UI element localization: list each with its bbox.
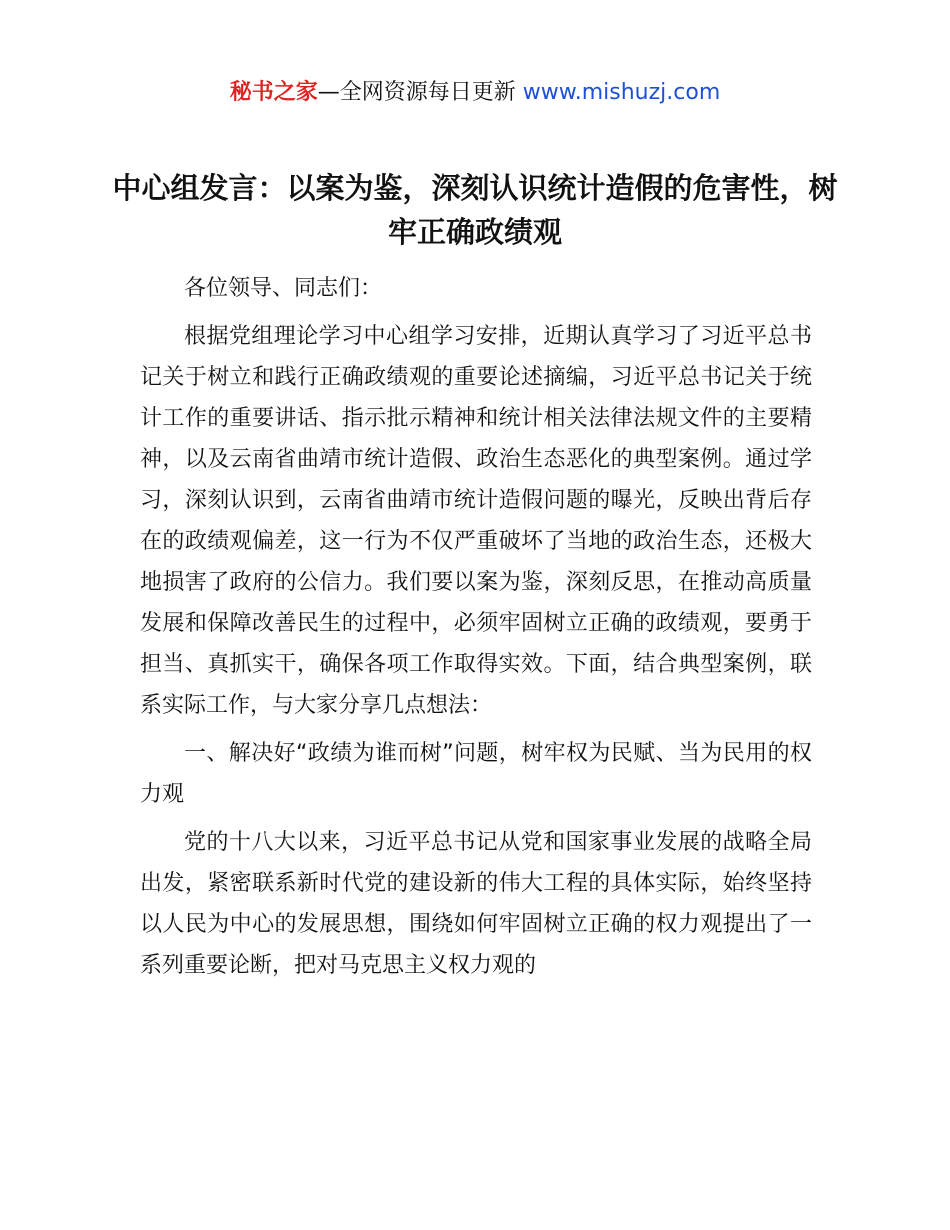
header-slogan: —全网资源每日更新	[317, 80, 516, 105]
site-url[interactable]: www.mishuzj.com	[522, 80, 721, 105]
site-header	[0, 77, 950, 109]
greeting: 各位领导、同志们：	[184, 276, 383, 301]
section-heading-1: 一、解决好“政绩为谁而树”问题，树牢权为民赋、当为民用的权力观	[140, 741, 812, 807]
brand-name: 秘书之家	[229, 80, 318, 105]
document-body	[140, 268, 812, 993]
document-title: 中心组发言：以案为鉴，深刻认识统计造假的危害性，树牢正确政绩观	[112, 171, 838, 249]
paragraph-section-1: 党的十八大以来，习近平总书记从党和国家事业发展的战略全局出发，紧密联系新时代党的建设新的伟大工程的具体实际，始终坚持以人民为中心的发展思想，围绕如何牢固树立正确的权力观提出了一系列重要论断，把对马克思主义权力观的	[140, 830, 812, 978]
paragraph-intro: 根据党组理论学习中心组学习安排，近期认真学习了习近平总书记关于树立和践行正确政绩观的重要论述摘编，习近平总书记关于统计工作的重要讲话、指示批示精神和统计相关法律法规文件的主要精神，以及云南省曲靖市统计造假、政治生态恶化的典型案例。通过学习，深刻认识到，云南省曲靖市统计造假问题的曝光，反映出背后存在的政绩观偏差，这一行为不仅严重破坏了当地的政治生态，还极大地损害了政府的公信力。我们要以案为鉴，深刻反思，在推动高质量发展和保障改善民生的过程中，必须牢固树立正确的政绩观，要勇于担当、真抓实干，确保各项工作取得实效。下面，结合典型案例，联系实际工作，与大家分享几点想法：	[140, 324, 812, 718]
